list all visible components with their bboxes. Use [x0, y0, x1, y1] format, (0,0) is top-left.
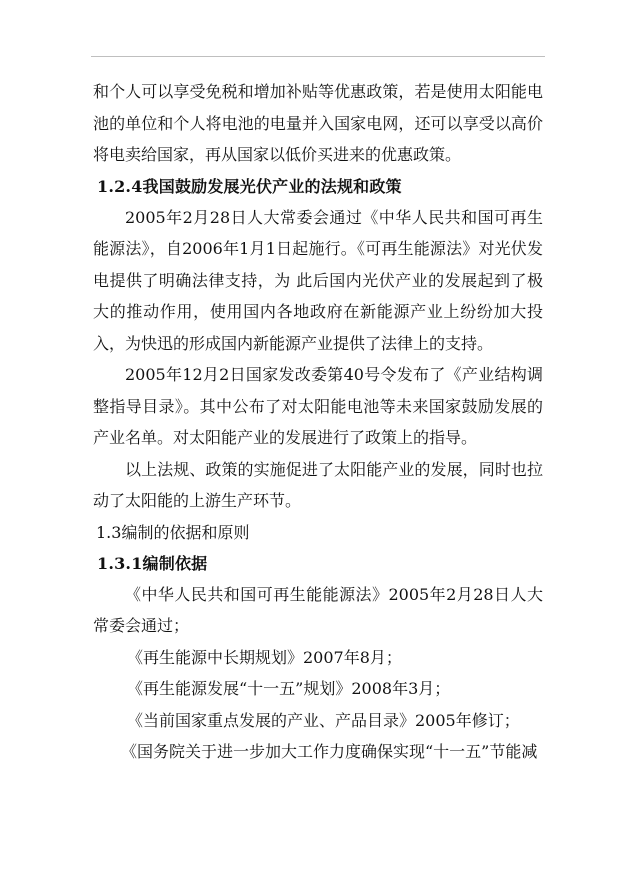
paragraph-policy-effect: 以上法规、政策的实施促进了太阳能产业的发展，同时也拉动了太阳能的上游生产环节。 — [93, 459, 543, 510]
reference-eleventh-five-year-plan: 《再生能源发展“十一五”规划》2008年3月； — [127, 679, 451, 698]
paragraph-industry-catalog: 2005年12月2日国家发改委第40号令发布了《产业结构调整指导目录》。其中公布了对太阳能电池等未来国家鼓励发展的产业名单。对太阳能产业的发展进行了政策上的指导。 — [93, 365, 543, 447]
reference-state-council-notice: 《国务院关于进一步加大工作力度确保实现“十一五”节能减 — [121, 742, 538, 761]
reference-renewable-energy-law: 《中华人民共和国可再生能能源法》2005年2月28日人大常委会通过； — [93, 584, 543, 635]
reference-industry-product-catalog: 《当前国家重点发展的产业、产品目录》2005年修订； — [127, 710, 520, 730]
heading-1-3: 1.3编制的依据和原则 — [96, 522, 250, 542]
heading-1-3-1: 1.3.1编制依据 — [97, 553, 208, 573]
reference-long-term-plan: 《再生能源中长期规划》2007年8月； — [127, 647, 402, 667]
document-body — [93, 76, 543, 768]
paragraph-renewable-law: 2005年2月28日人大常委会通过《中华人民共和国可再生能源法》，自2006年1月1日起施行。《可再生能源法》对光伏发电提供了明确法律支持，为 此后国内光伏产业的发展起到了极大的推动作用，使用国内各地政府在新能源产业上纷纷加大投入，为快迅的形成国内新能源产业提供了法律上的支持。 — [93, 207, 543, 353]
header-rule — [91, 56, 545, 57]
heading-1-2-4: 1.2.4我国鼓励发展光伏产业的法规和政策 — [97, 176, 402, 196]
paragraph-intro: 和个人可以享受免税和增加补贴等优惠政策，若是使用太阳能电池的单位和个人将电池的电量并入国家电网，还可以享受以高价将电卖给国家，再从国家以低价买进来的优惠政策。 — [93, 82, 543, 164]
